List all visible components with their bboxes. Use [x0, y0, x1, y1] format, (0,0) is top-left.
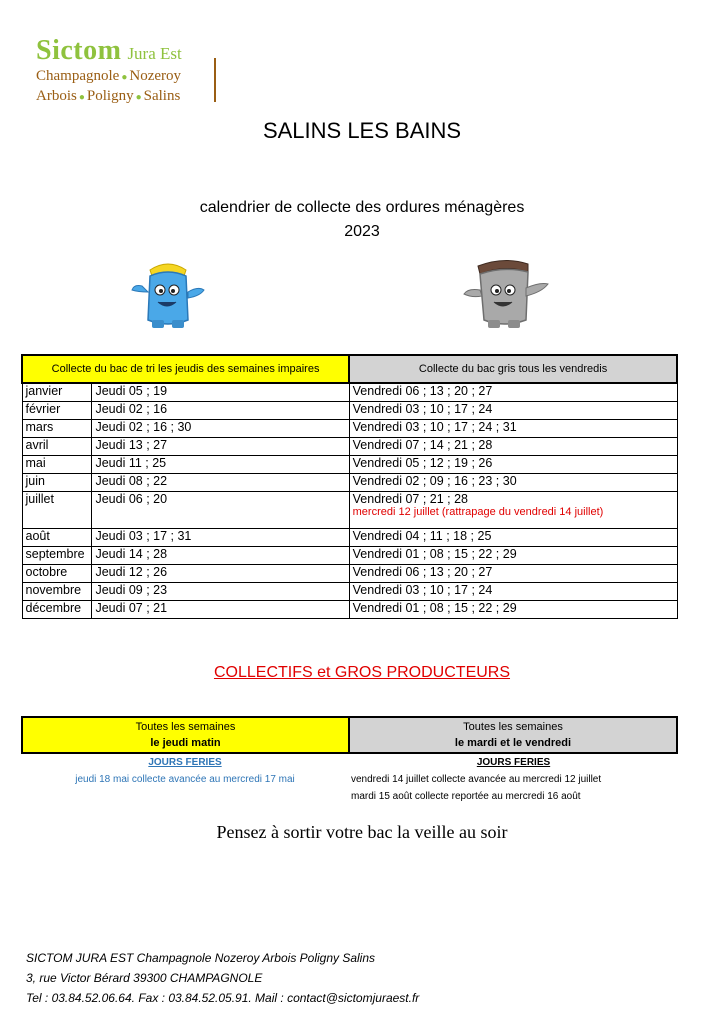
gris-cell: Vendredi 02 ; 09 ; 16 ; 23 ; 30 — [349, 474, 677, 492]
feries-left-text: jeudi 18 mai collecte avancée au mercredi 17 mai — [75, 774, 295, 785]
feries-left-title: JOURS FERIES — [148, 757, 222, 768]
table-row — [22, 529, 677, 547]
logo-brand: Sictom — [36, 35, 122, 66]
tri-cell: Jeudi 07 ; 21 — [92, 601, 349, 619]
gris-dates: Vendredi 07 ; 21 ; 28 — [352, 492, 469, 506]
table-row — [22, 474, 677, 492]
collectifs-right-line1: Toutes les semaines — [463, 721, 563, 733]
table-row — [22, 547, 677, 565]
collectifs-row — [22, 717, 677, 753]
feries-right — [349, 754, 678, 805]
month-cell: septembre — [22, 547, 92, 565]
month-cell: décembre — [22, 601, 92, 619]
tri-cell: Jeudi 11 ; 25 — [92, 456, 349, 474]
reminder-text: Pensez à sortir votre bac la veille au soir — [216, 822, 508, 842]
page-title: SALINS LES BAINS — [262, 118, 462, 143]
collectifs-left-line2: le jeudi matin — [150, 737, 221, 749]
subtitle-text: calendrier de collecte des ordures ménagères — [199, 199, 525, 216]
table-row — [22, 420, 677, 438]
tri-cell: Jeudi 02 ; 16 — [92, 402, 349, 420]
rattrapage-note: mercredi 12 juillet (rattrapage du vendredi 14 juillet) — [352, 506, 604, 518]
collectifs-table — [21, 716, 678, 754]
footer-line1: SICTOM JURA EST Champagnole Nozeroy Arbois Poligny Salins — [26, 951, 376, 965]
collectifs-right-line2: le mardi et le vendredi — [454, 737, 572, 749]
feries-right-line2: mardi 15 août collecte reportée au mercredi 16 août — [351, 791, 581, 802]
table-row — [22, 565, 677, 583]
page-subtitle — [0, 196, 724, 244]
logo-region: Jura Est — [127, 44, 182, 63]
tri-cell: Jeudi 05 ; 19 — [92, 383, 349, 402]
year: 2023 — [344, 223, 380, 240]
month-cell: mai — [22, 456, 92, 474]
gris-cell: Vendredi 04 ; 11 ; 18 ; 25 — [349, 529, 677, 547]
gris-cell: Vendredi 07 ; 14 ; 21 ; 28 — [349, 438, 677, 456]
feries-right-line1: vendredi 14 juillet collecte avancée au mercredi 12 juillet — [351, 774, 602, 785]
month-cell: juillet — [22, 492, 92, 529]
collectifs-title: COLLECTIFS et GROS PRODUCTEURS — [213, 664, 511, 681]
table-row — [22, 456, 677, 474]
tri-cell: Jeudi 14 ; 28 — [92, 547, 349, 565]
logo-divider — [214, 58, 216, 102]
tri-cell: Jeudi 13 ; 27 — [92, 438, 349, 456]
footer — [26, 948, 419, 1008]
sictom-logo — [36, 35, 226, 107]
gris-cell: Vendredi 03 ; 10 ; 17 ; 24 ; 31 — [349, 420, 677, 438]
month-cell: avril — [22, 438, 92, 456]
month-cell: janvier — [22, 383, 92, 402]
grey-bin-mascot-icon — [462, 254, 550, 334]
logo-towns-line1: Champagnole ● Nozeroy — [36, 68, 182, 84]
month-cell: octobre — [22, 565, 92, 583]
gris-cell: Vendredi 06 ; 13 ; 20 ; 27 — [349, 565, 677, 583]
month-cell: mars — [22, 420, 92, 438]
table-row — [22, 492, 677, 529]
month-cell: février — [22, 402, 92, 420]
gris-cell: Vendredi 01 ; 08 ; 15 ; 22 ; 29 — [349, 547, 677, 565]
gris-cell: Vendredi 03 ; 10 ; 17 ; 24 — [349, 583, 677, 601]
feries-right-title: JOURS FERIES — [476, 757, 551, 768]
tri-cell: Jeudi 09 ; 23 — [92, 583, 349, 601]
month-cell: août — [22, 529, 92, 547]
collectifs-jeudi-cell — [22, 717, 349, 753]
collectifs-mardi-vendredi-cell — [349, 717, 677, 753]
footer-line2: 3, rue Victor Bérard 39300 CHAMPAGNOLE — [26, 971, 263, 985]
feries-left — [21, 754, 349, 788]
tri-cell: Jeudi 03 ; 17 ; 31 — [92, 529, 349, 547]
tri-cell: Jeudi 02 ; 16 ; 30 — [92, 420, 349, 438]
header-gris: Collecte du bac gris tous les vendredis — [349, 355, 677, 383]
month-cell: novembre — [22, 583, 92, 601]
calendar-header-row — [22, 355, 677, 383]
blue-bin-mascot-icon — [128, 256, 208, 334]
table-row — [22, 438, 677, 456]
collection-calendar-table — [21, 354, 678, 619]
logo-towns-line2: Arbois ● Poligny ● Salins — [36, 88, 181, 104]
gris-cell: Vendredi 05 ; 12 ; 19 ; 26 — [349, 456, 677, 474]
tri-cell: Jeudi 12 ; 26 — [92, 565, 349, 583]
table-row — [22, 402, 677, 420]
tri-cell: Jeudi 06 ; 20 — [92, 492, 349, 529]
table-row — [22, 583, 677, 601]
gris-cell: Vendredi 01 ; 08 ; 15 ; 22 ; 29 — [349, 601, 677, 619]
table-row — [22, 383, 677, 402]
gris-cell: Vendredi 03 ; 10 ; 17 ; 24 — [349, 402, 677, 420]
header-tri: Collecte du bac de tri les jeudis des semaines impaires — [22, 355, 349, 383]
table-row — [22, 601, 677, 619]
collectifs-left-line1: Toutes les semaines — [135, 721, 236, 733]
footer-contact: Tel : 03.84.52.06.64. Fax : 03.84.52.05.91. Mail : contact@sictomjuraest.fr — [26, 991, 420, 1005]
gris-cell — [349, 492, 677, 529]
tri-cell: Jeudi 08 ; 22 — [92, 474, 349, 492]
gris-cell: Vendredi 06 ; 13 ; 20 ; 27 — [349, 383, 677, 402]
month-cell: juin — [22, 474, 92, 492]
